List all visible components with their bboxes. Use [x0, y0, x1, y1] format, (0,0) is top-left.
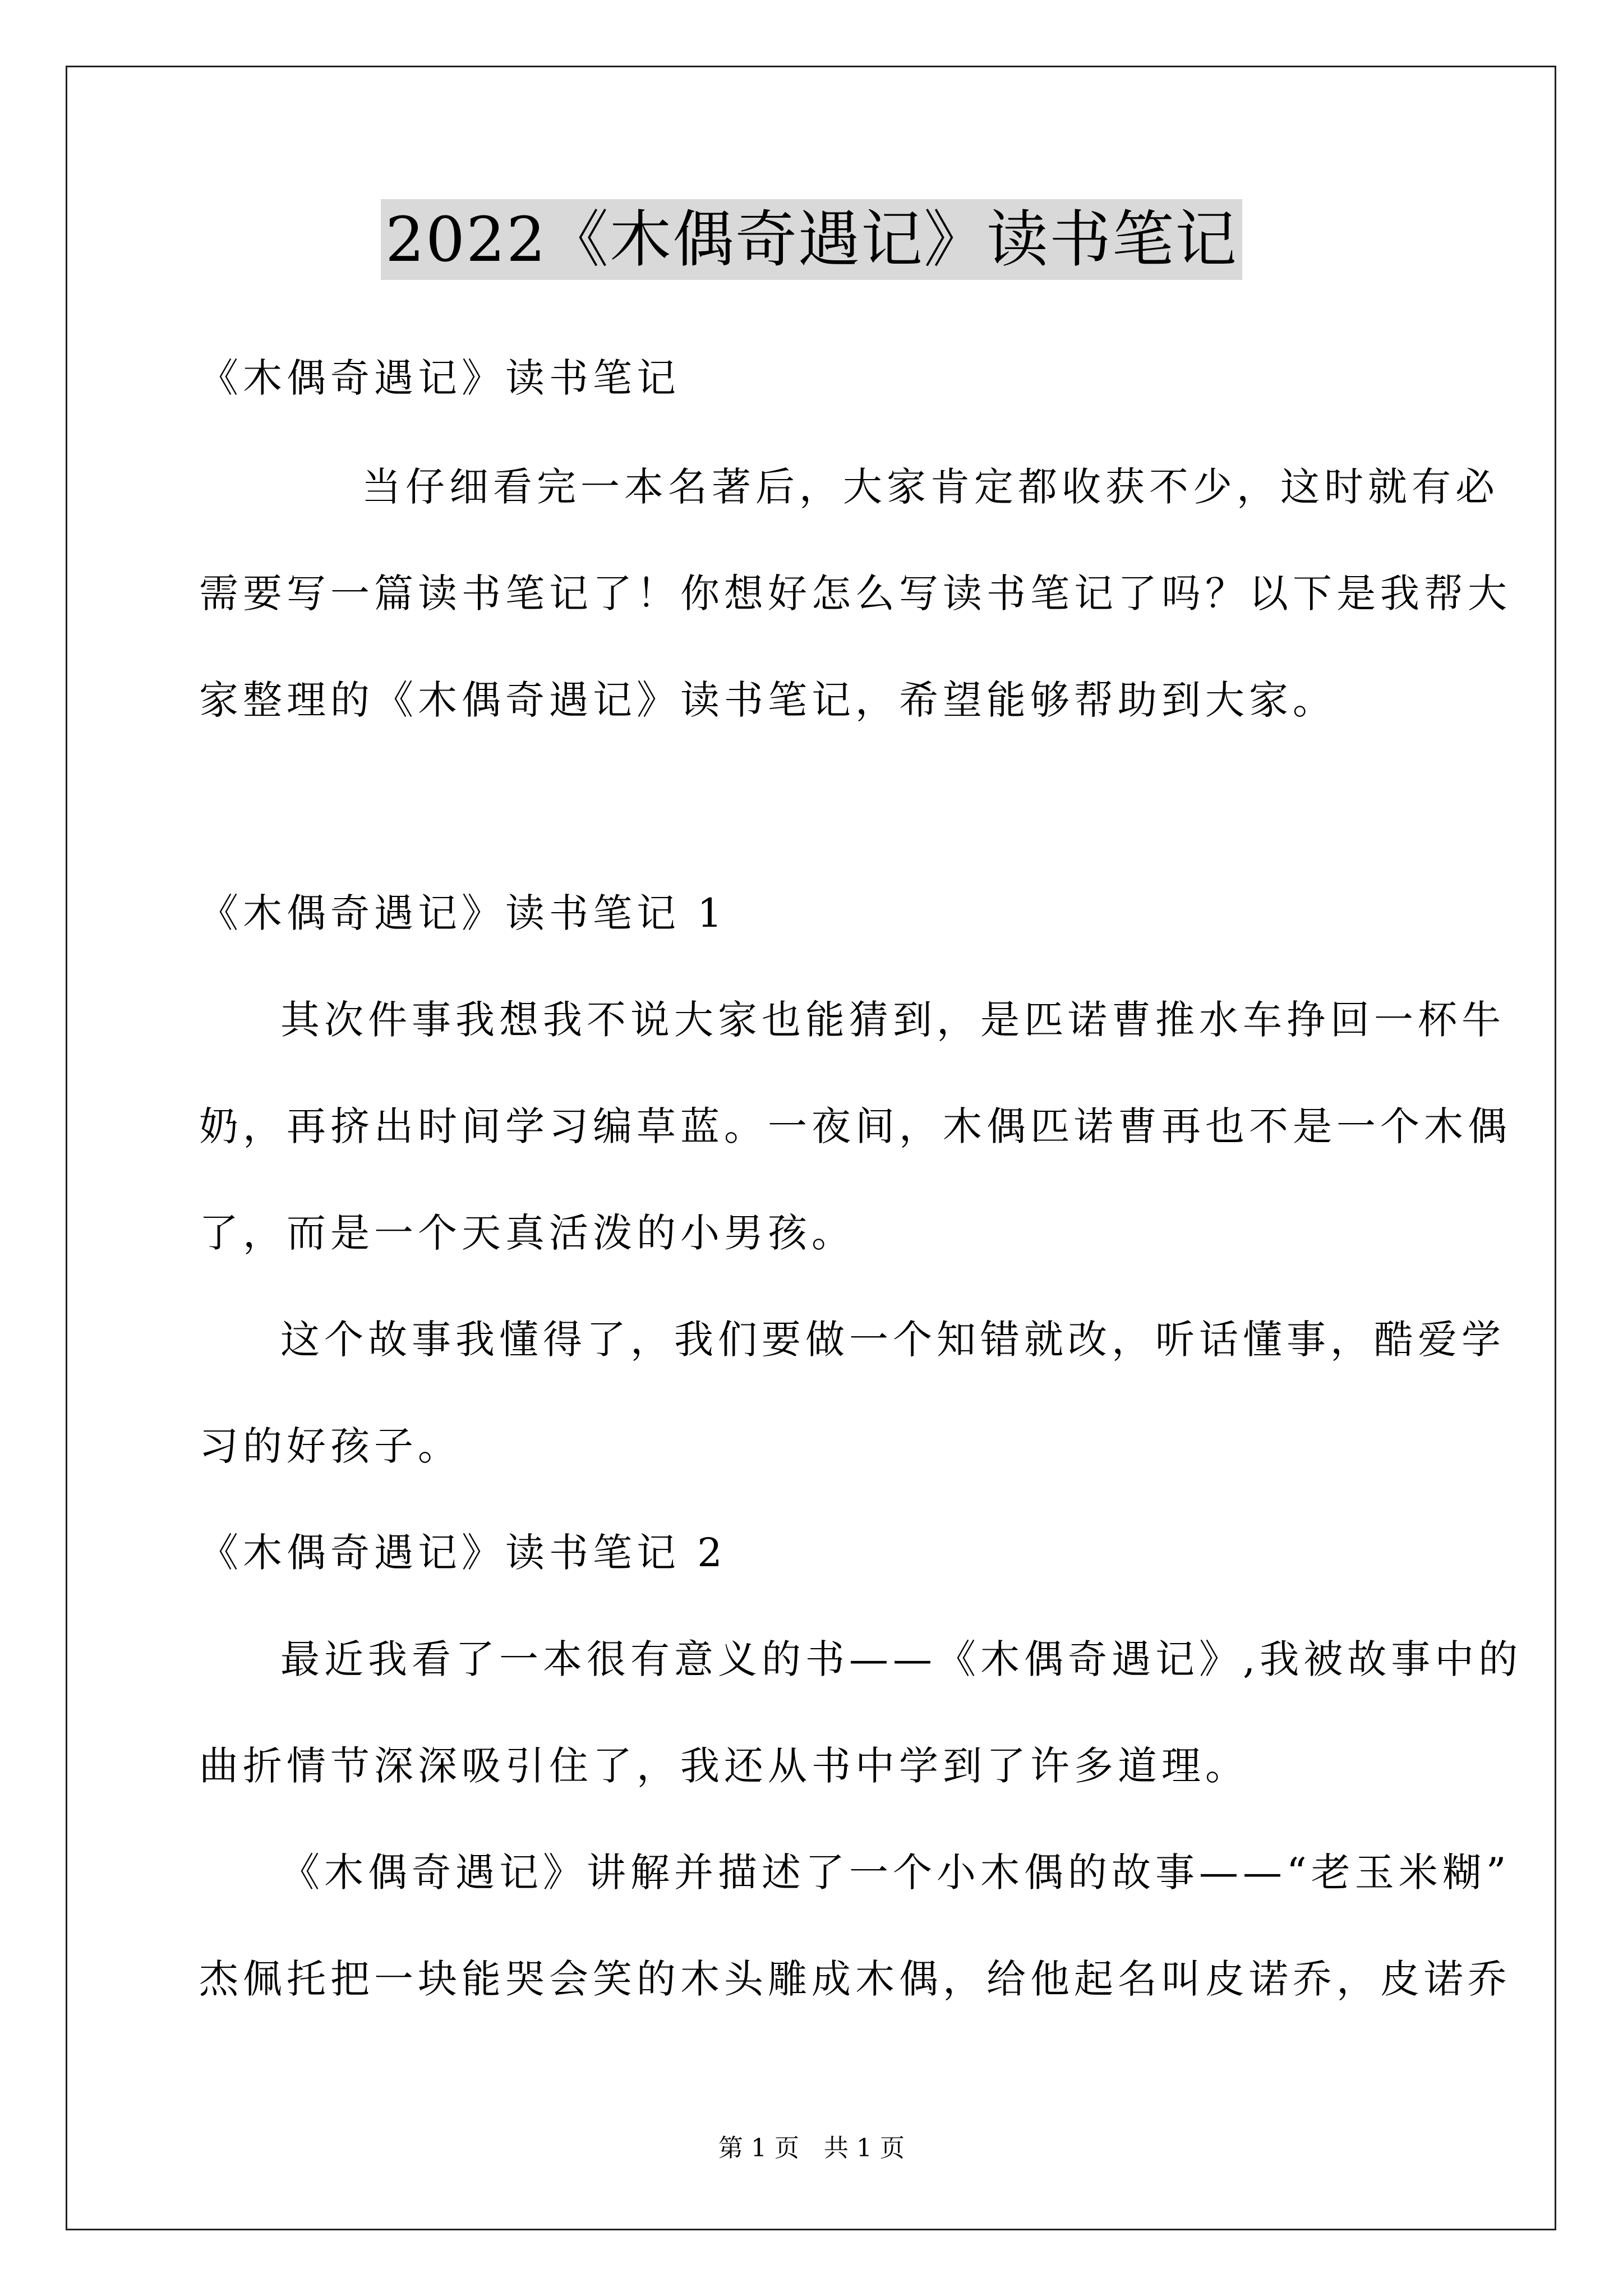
paragraph-line: 了，而是一个天真活泼的小男孩。 — [199, 1210, 855, 1256]
subtitle: 《木偶奇遇记》读书笔记 — [199, 355, 680, 401]
paragraph-line: 《木偶奇遇记》讲解并描述了一个小木偶的故事——“老玉米糊” — [280, 1849, 1511, 1895]
intro-line: 当仔细看完一本名著后，大家肯定都收获不少，这时就有必 — [362, 464, 1499, 510]
section-1-heading: 《木偶奇遇记》读书笔记 1 — [199, 890, 727, 936]
paragraph-line: 曲折情节深深吸引住了，我还从书中学到了许多道理。 — [199, 1743, 1249, 1789]
section-2-heading: 《木偶奇遇记》读书笔记 2 — [199, 1530, 727, 1576]
intro-line: 需要写一篇读书笔记了！你想好怎么写读书笔记了吗？以下是我帮大 — [199, 570, 1511, 616]
page-footer: 第 1 页 共 1 页 — [718, 2134, 905, 2162]
paragraph-line: 奶，再挤出时间学习编草蓝。一夜间，木偶匹诺曹再也不是一个木偶 — [199, 1103, 1511, 1149]
paragraph-line: 习的好孩子。 — [199, 1423, 462, 1469]
paragraph-line: 这个故事我懂得了，我们要做一个知错就改，听话懂事，酷爱学 — [280, 1317, 1505, 1363]
document-title: 2022《木偶奇遇记》读书笔记 — [381, 199, 1242, 280]
paragraph-line: 最近我看了一本很有意义的书——《木偶奇遇记》,我被故事中的 — [280, 1636, 1523, 1682]
intro-line: 家整理的《木偶奇遇记》读书笔记，希望能够帮助到大家。 — [199, 677, 1336, 723]
title-container — [0, 199, 1623, 280]
paragraph-line: 杰佩托把一块能哭会笑的木头雕成木偶，给他起名叫皮诺乔，皮诺乔 — [199, 1956, 1511, 2002]
paragraph-line: 其次件事我想我不说大家也能猜到，是匹诺曹推水车挣回一杯牛 — [280, 997, 1505, 1043]
